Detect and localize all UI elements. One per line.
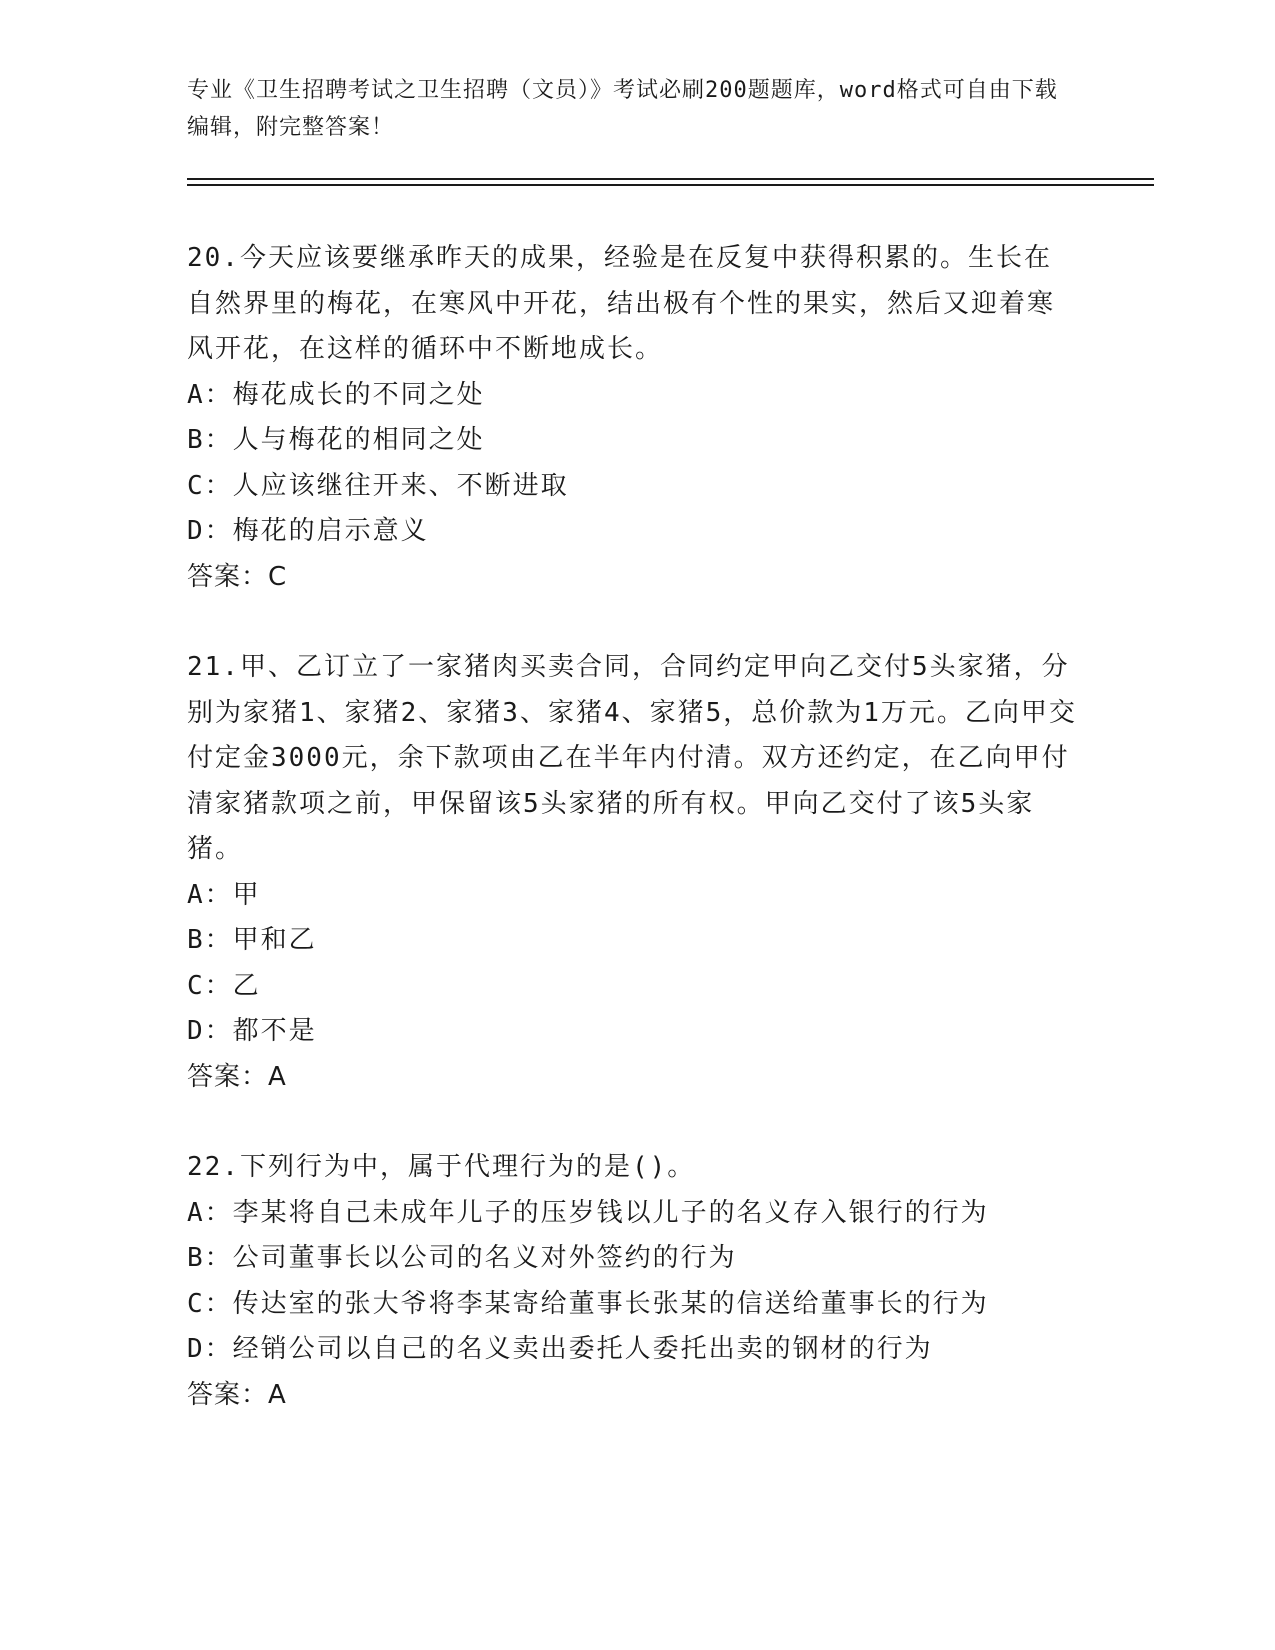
option-d: D：经销公司以自己的名义卖出委托人委托出卖的钢材的行为 <box>187 1334 933 1364</box>
option-d: D：都不是 <box>187 1016 317 1046</box>
option-a: A：李某将自己未成年儿子的压岁钱以儿子的名义存入银行的行为 <box>187 1197 989 1228</box>
option-b: B：人与梅花的相同之处 <box>187 425 485 455</box>
option-c: C：人应该继往开来、不断进取 <box>187 470 569 501</box>
option-a: A：梅花成长的不同之处 <box>187 379 485 410</box>
header-divider-top <box>187 178 1154 180</box>
question-22 <box>187 1145 1077 1418</box>
question-stem: 21.甲、乙订立了一家猪肉买卖合同，合同约定甲向乙交付5头家猪，分别为家猪1、家猪2、家猪3、家猪4、家猪5，总价款为1万元。乙向甲交付定金3000元，余下款项由乙在半年内付清。双方还约定，在乙向甲付清家猪款项之前，甲保留该5头家猪的所有权。甲向乙交付了该5头家猪。 <box>187 652 1077 864</box>
question-20 <box>187 236 1077 600</box>
answer-label: 答案：C <box>187 561 288 592</box>
answer-label: 答案：A <box>187 1061 287 1092</box>
option-a: A：甲 <box>187 879 261 910</box>
question-stem: 20.今天应该要继承昨天的成果，经验是在反复中获得积累的。生长在自然界里的梅花，在寒风中开花，结出极有个性的果实，然后又迎着寒风开花，在这样的循环中不断地成长。 <box>187 243 1056 364</box>
option-c: C：乙 <box>187 970 261 1001</box>
option-c: C：传达室的张大爷将李某寄给董事长张某的信送给董事长的行为 <box>187 1288 989 1319</box>
question-21 <box>187 645 1077 1100</box>
document-header: 专业《卫生招聘考试之卫生招聘（文员）》考试必刷200题题库，word格式可自由下载编辑，附完整答案！ <box>187 78 1058 140</box>
option-b: B：公司董事长以公司的名义对外签约的行为 <box>187 1243 737 1273</box>
header-divider-bottom <box>187 184 1154 186</box>
question-stem: 22.下列行为中，属于代理行为的是()。 <box>187 1152 696 1182</box>
answer-label: 答案：A <box>187 1379 287 1410</box>
option-b: B：甲和乙 <box>187 925 317 955</box>
option-d: D：梅花的启示意义 <box>187 516 429 546</box>
